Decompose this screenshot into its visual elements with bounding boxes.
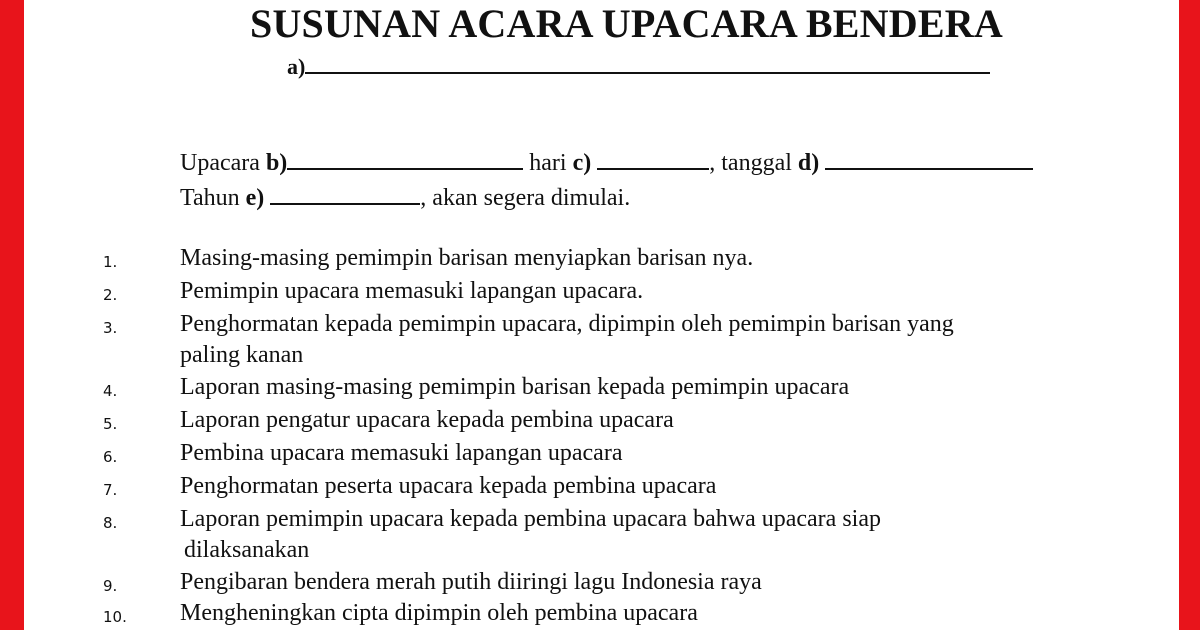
blank-c[interactable] (597, 148, 709, 170)
word-hari: hari (529, 150, 567, 176)
word-upacara: Upacara (180, 150, 260, 176)
item-number: 7. (103, 481, 118, 499)
word-akan: , akan segera dimulai. (420, 185, 631, 211)
document-page (24, 0, 1179, 630)
item-text-continuation: paling kanan (180, 342, 304, 368)
intro-line-2 (180, 183, 630, 212)
item-text: Pembina upacara memasuki lapangan upacara (180, 440, 623, 466)
intro-line-1 (180, 148, 1033, 177)
blank-a[interactable] (305, 52, 990, 74)
line-a (287, 52, 990, 80)
item-text: Pemimpin upacara memasuki lapangan upacara. (180, 278, 644, 304)
item-number: 3. (103, 319, 118, 337)
item-number: 10. (103, 608, 127, 626)
item-number: 6. (103, 448, 118, 466)
label-c: c) (572, 150, 592, 176)
item-text: Laporan pemimpin upacara kepada pembina upacara bahwa upacara siap (180, 506, 881, 532)
item-number: 5. (103, 415, 118, 433)
blank-b[interactable] (287, 148, 523, 170)
item-text: Penghormatan peserta upacara kepada pembina upacara (180, 473, 717, 499)
document-title: SUSUNAN ACARA UPACARA BENDERA (250, 1, 1003, 46)
item-number: 4. (103, 382, 118, 400)
word-tahun: Tahun (180, 185, 240, 211)
item-text: Mengheningkan cipta dipimpin oleh pembina upacara (180, 600, 698, 626)
red-border-right (1179, 0, 1200, 630)
item-number: 2. (103, 286, 118, 304)
label-b: b) (265, 150, 288, 176)
red-border-left (0, 0, 24, 630)
item-number: 8. (103, 514, 118, 532)
item-text: Laporan pengatur upacara kepada pembina upacara (180, 407, 674, 433)
blank-d[interactable] (825, 148, 1033, 170)
label-a: a) (287, 54, 306, 79)
item-text-continuation: dilaksanakan (184, 537, 310, 563)
label-d: d) (797, 150, 820, 176)
item-number: 9. (103, 577, 118, 595)
blank-e[interactable] (270, 183, 420, 205)
item-text: Masing-masing pemimpin barisan menyiapkan barisan nya. (180, 245, 754, 271)
label-e: e) (245, 185, 265, 211)
item-text: Pengibaran bendera merah putih diiringi lagu Indonesia raya (180, 569, 762, 595)
word-tanggal: , tanggal (709, 150, 792, 176)
item-text: Laporan masing-masing pemimpin barisan kepada pemimpin upacara (180, 374, 850, 400)
item-text: Penghormatan kepada pemimpin upacara, dipimpin oleh pemimpin barisan yang (180, 311, 954, 337)
item-number: 1. (103, 253, 118, 271)
